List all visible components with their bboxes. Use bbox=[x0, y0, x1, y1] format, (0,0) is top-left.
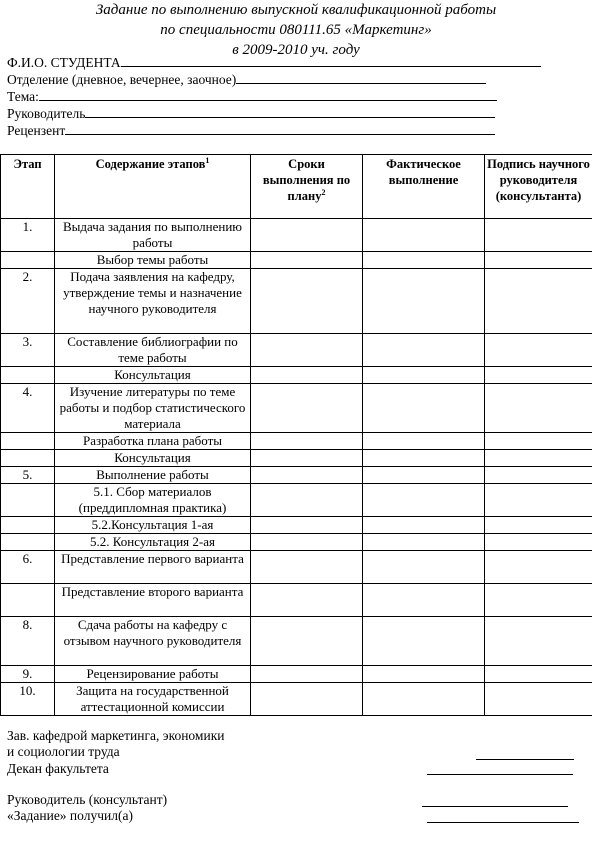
dean-signature-line[interactable] bbox=[427, 774, 573, 775]
signature-cell[interactable] bbox=[485, 517, 592, 534]
footer-received: «Задание» получил(а) bbox=[7, 808, 133, 823]
content-cell: Выдача задания по выполнению работы bbox=[55, 219, 251, 252]
stage-cell: 10. bbox=[1, 683, 55, 716]
footer-head-line-2: и социологии труда bbox=[7, 744, 120, 759]
table-row bbox=[1, 551, 592, 584]
planned-date-cell[interactable] bbox=[251, 252, 363, 269]
stage-cell: 8. bbox=[1, 617, 55, 666]
supervisor-field[interactable] bbox=[7, 105, 541, 122]
actual-date-cell[interactable] bbox=[363, 219, 485, 252]
stage-cell bbox=[1, 367, 55, 384]
content-cell: Составление библиографии по теме работы bbox=[55, 334, 251, 367]
stage-cell bbox=[1, 252, 55, 269]
table-row bbox=[1, 484, 592, 517]
table-row bbox=[1, 534, 592, 551]
actual-date-cell[interactable] bbox=[363, 384, 485, 433]
header-signature: Подпись научного руководителя (консультанта) bbox=[485, 155, 592, 219]
content-cell: Выполнение работы bbox=[55, 467, 251, 484]
content-cell: Разработка плана работы bbox=[55, 433, 251, 450]
supervisor-line bbox=[85, 105, 495, 118]
planned-date-cell[interactable] bbox=[251, 467, 363, 484]
stage-cell bbox=[1, 484, 55, 517]
header-planned-dates bbox=[251, 155, 363, 219]
content-cell: Представление первого варианта bbox=[55, 551, 251, 584]
planned-date-cell[interactable] bbox=[251, 269, 363, 334]
planned-date-cell[interactable] bbox=[251, 666, 363, 683]
content-cell: Представление второго варианта bbox=[55, 584, 251, 617]
signature-cell[interactable] bbox=[485, 367, 592, 384]
table-row bbox=[1, 467, 592, 484]
actual-date-cell[interactable] bbox=[363, 450, 485, 467]
stage-cell: 3. bbox=[1, 334, 55, 367]
planned-date-cell[interactable] bbox=[251, 334, 363, 367]
planned-date-cell[interactable] bbox=[251, 551, 363, 584]
planned-date-cell[interactable] bbox=[251, 534, 363, 551]
reviewer-label: Рецензент bbox=[7, 123, 66, 138]
table-row bbox=[1, 666, 592, 683]
actual-date-cell[interactable] bbox=[363, 433, 485, 450]
header-stage: Этап bbox=[1, 155, 55, 219]
content-cell: 5.2. Консультация 2-ая bbox=[55, 534, 251, 551]
topic-field[interactable] bbox=[7, 88, 541, 105]
signature-cell[interactable] bbox=[485, 384, 592, 433]
content-cell: Консультация bbox=[55, 367, 251, 384]
student-name-line bbox=[121, 54, 541, 67]
stages-table bbox=[0, 154, 592, 716]
signature-cell[interactable] bbox=[485, 252, 592, 269]
planned-date-cell[interactable] bbox=[251, 433, 363, 450]
footer-dean: Декан факультета bbox=[7, 761, 109, 776]
topic-line bbox=[39, 88, 497, 101]
signature-cell[interactable] bbox=[485, 450, 592, 467]
signature-cell[interactable] bbox=[485, 666, 592, 683]
content-cell: Консультация bbox=[55, 450, 251, 467]
footer-head-line-1: Зав. кафедрой маркетинга, экономики bbox=[7, 728, 225, 743]
table-row bbox=[1, 334, 592, 367]
table-row bbox=[1, 219, 592, 252]
footnote-marker-2: 2 bbox=[321, 187, 326, 197]
actual-date-cell[interactable] bbox=[363, 584, 485, 617]
table-row bbox=[1, 269, 592, 334]
received-signature-line[interactable] bbox=[427, 822, 579, 823]
stages-table-body bbox=[1, 219, 592, 716]
planned-date-cell[interactable] bbox=[251, 484, 363, 517]
header-planned-label: Сроки выполнения по плану bbox=[262, 157, 351, 203]
table-row bbox=[1, 252, 592, 269]
content-cell: Подача заявления на кафедру, утверждение темы и назначение научного руководителя bbox=[55, 269, 251, 334]
department-line bbox=[236, 71, 486, 84]
planned-date-cell[interactable] bbox=[251, 584, 363, 617]
actual-date-cell[interactable] bbox=[363, 517, 485, 534]
student-info-fields bbox=[7, 54, 541, 139]
actual-date-cell[interactable] bbox=[363, 683, 485, 716]
table-row bbox=[1, 433, 592, 450]
table-row bbox=[1, 517, 592, 534]
stage-cell bbox=[1, 534, 55, 551]
header-title-line-3: в 2009-2010 уч. году bbox=[232, 42, 360, 58]
actual-date-cell[interactable] bbox=[363, 269, 485, 334]
reviewer-line bbox=[65, 122, 495, 135]
signature-cell[interactable] bbox=[485, 484, 592, 517]
signature-cell[interactable] bbox=[485, 534, 592, 551]
stage-cell: 9. bbox=[1, 666, 55, 683]
actual-date-cell[interactable] bbox=[363, 551, 485, 584]
planned-date-cell[interactable] bbox=[251, 450, 363, 467]
footnote-marker-1: 1 bbox=[205, 155, 210, 165]
header-content-label: Содержание этапов bbox=[95, 157, 206, 171]
signature-cell[interactable] bbox=[485, 467, 592, 484]
header-actual: Фактическое выполнение bbox=[363, 155, 485, 219]
table-row bbox=[1, 450, 592, 467]
actual-date-cell[interactable] bbox=[363, 534, 485, 551]
stage-cell: 4. bbox=[1, 384, 55, 433]
student-name-field[interactable] bbox=[7, 54, 541, 71]
student-name-label: Ф.И.О. СТУДЕНТА bbox=[7, 55, 121, 70]
head-signature-line[interactable] bbox=[476, 759, 574, 760]
reviewer-field[interactable] bbox=[7, 122, 541, 139]
content-cell: Защита на государственной аттестационной комиссии bbox=[55, 683, 251, 716]
stage-cell: 1. bbox=[1, 219, 55, 252]
table-row bbox=[1, 584, 592, 617]
stage-cell bbox=[1, 584, 55, 617]
planned-date-cell[interactable] bbox=[251, 384, 363, 433]
header-title-line-1: Задание по выполнению выпускной квалификационной работы bbox=[95, 2, 497, 18]
header-title-line-2: по специальности 080111.65 «Маркетинг» bbox=[160, 22, 432, 38]
actual-date-cell[interactable] bbox=[363, 367, 485, 384]
content-cell: Изучение литературы по теме работы и подбор статистического материала bbox=[55, 384, 251, 433]
content-cell: 5.1. Сбор материалов (преддипломная практика) bbox=[55, 484, 251, 517]
actual-date-cell[interactable] bbox=[363, 617, 485, 666]
signature-cell[interactable] bbox=[485, 433, 592, 450]
table-row bbox=[1, 617, 592, 666]
content-cell: Сдача работы на кафедру с отзывом научного руководителя bbox=[55, 617, 251, 666]
stage-cell: 5. bbox=[1, 467, 55, 484]
content-cell: 5.2.Консультация 1-ая bbox=[55, 517, 251, 534]
signature-cell[interactable] bbox=[485, 683, 592, 716]
signature-cell[interactable] bbox=[485, 551, 592, 584]
actual-date-cell[interactable] bbox=[363, 484, 485, 517]
stage-cell bbox=[1, 433, 55, 450]
stage-cell: 6. bbox=[1, 551, 55, 584]
signature-cell[interactable] bbox=[485, 617, 592, 666]
table-row bbox=[1, 384, 592, 433]
department-field[interactable] bbox=[7, 71, 541, 88]
table-header-row bbox=[1, 155, 592, 219]
footer-advisor: Руководитель (консультант) bbox=[7, 792, 168, 807]
actual-date-cell[interactable] bbox=[363, 666, 485, 683]
actual-date-cell[interactable] bbox=[363, 467, 485, 484]
stage-cell: 2. bbox=[1, 269, 55, 334]
stage-cell bbox=[1, 517, 55, 534]
content-cell: Выбор темы работы bbox=[55, 252, 251, 269]
actual-date-cell[interactable] bbox=[363, 252, 485, 269]
planned-date-cell[interactable] bbox=[251, 683, 363, 716]
table-row bbox=[1, 367, 592, 384]
content-cell: Рецензирование работы bbox=[55, 666, 251, 683]
header-content bbox=[55, 155, 251, 219]
signature-cell[interactable] bbox=[485, 219, 592, 252]
supervisor-label: Руководитель bbox=[7, 106, 86, 121]
advisor-signature-line[interactable] bbox=[422, 806, 568, 807]
planned-date-cell[interactable] bbox=[251, 367, 363, 384]
signature-cell[interactable] bbox=[485, 269, 592, 334]
stage-cell bbox=[1, 450, 55, 467]
planned-date-cell[interactable] bbox=[251, 517, 363, 534]
actual-date-cell[interactable] bbox=[363, 334, 485, 367]
planned-date-cell[interactable] bbox=[251, 617, 363, 666]
planned-date-cell[interactable] bbox=[251, 219, 363, 252]
signature-cell[interactable] bbox=[485, 334, 592, 367]
document-header bbox=[0, 0, 592, 60]
signature-cell[interactable] bbox=[485, 584, 592, 617]
department-label: Отделение (дневное, вечернее, заочное) bbox=[7, 72, 237, 87]
topic-label: Тема: bbox=[7, 89, 39, 104]
table-row bbox=[1, 683, 592, 716]
